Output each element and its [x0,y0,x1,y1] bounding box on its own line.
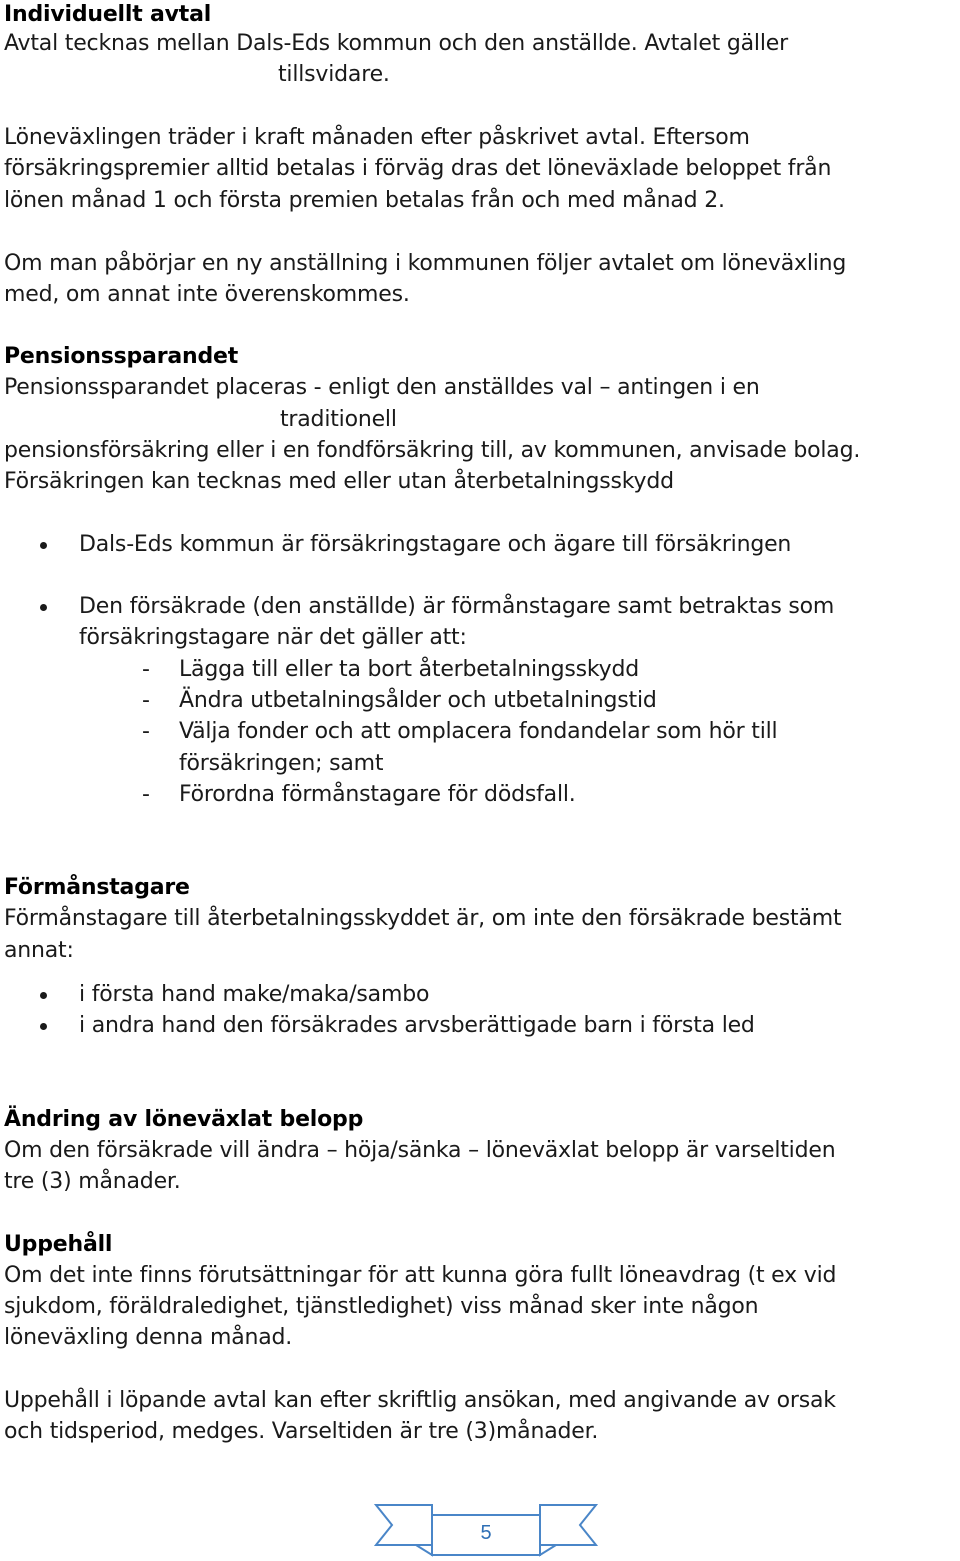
dash-marker: - [142,782,150,807]
dash-item: Välja fonder och att omplacera fondandelar som hör till [179,719,778,744]
dash-marker: - [142,688,150,713]
bullet-item: Dals-Eds kommun är försäkringstagare och ägare till försäkringen [79,532,792,557]
paragraph-line: Om man påbörjar en ny anställning i kommunen följer avtalet om löneväxling [4,251,847,276]
dash-item: Lägga till eller ta bort återbetalningsskydd [179,657,640,682]
paragraph-line: Förmånstagare till återbetalningsskyddet är, om inte den försäkrade bestämt [4,906,842,931]
paragraph-line: Löneväxlingen träder i kraft månaden efter påskrivet avtal. Eftersom [4,125,750,150]
bullet-icon [40,992,47,999]
paragraph-line: annat: [4,938,74,963]
dash-marker: - [142,657,150,682]
heading-uppehall: Uppehåll [4,1232,113,1257]
heading-andring: Ändring av löneväxlat belopp [4,1107,364,1132]
bullet-icon [40,542,47,549]
bullet-item: Den försäkrade (den anställde) är förmånstagare samt betraktas som [79,594,835,619]
paragraph-line: traditionell [280,407,397,432]
dash-item: Förordna förmånstagare för dödsfall. [179,782,576,807]
paragraph-line: Avtal tecknas mellan Dals-Eds kommun och den anställde. Avtalet gäller [4,31,788,56]
paragraph-line: Om det inte finns förutsättningar för att kunna göra fullt löneavdrag (t ex vid [4,1263,837,1288]
heading-individuellt-avtal: Individuellt avtal [4,2,212,27]
paragraph-line: med, om annat inte överenskommes. [4,282,410,307]
dash-item: Ändra utbetalningsålder och utbetalningstid [179,688,657,713]
paragraph-line: tillsvidare. [278,62,390,87]
bullet-icon [40,1023,47,1030]
paragraph-line: lönen månad 1 och första premien betalas från och med månad 2. [4,188,725,213]
page-number: 5 [480,1522,492,1544]
dash-item: försäkringen; samt [179,751,384,776]
bullet-item: försäkringstagare när det gäller att: [79,625,467,650]
paragraph-line: och tidsperiod, medges. Varseltiden är tre (3)månader. [4,1419,599,1444]
paragraph-line: tre (3) månader. [4,1169,181,1194]
heading-pensionssparandet: Pensionssparandet [4,344,239,369]
bullet-icon [40,604,47,611]
paragraph-line: sjukdom, föräldraledighet, tjänstledighet) viss månad sker inte någon [4,1294,759,1319]
paragraph-line: Om den försäkrade vill ändra – höja/sänka – löneväxlat belopp är varseltiden [4,1138,836,1163]
paragraph-line: försäkringspremier alltid betalas i förväg dras det löneväxlade beloppet från [4,156,832,181]
heading-formanstagare: Förmånstagare [4,875,190,900]
paragraph-line: pensionsförsäkring eller i en fondförsäkring till, av kommunen, anvisade bolag. [4,438,861,463]
dash-marker: - [142,719,150,744]
paragraph-line: löneväxling denna månad. [4,1325,293,1350]
paragraph-line: Försäkringen kan tecknas med eller utan återbetalningsskydd [4,469,674,494]
bullet-item: i andra hand den försäkrades arvsberättigade barn i första led [79,1013,755,1038]
paragraph-line: Uppehåll i löpande avtal kan efter skriftlig ansökan, med angivande av orsak [4,1388,836,1413]
paragraph-line: Pensionssparandet placeras - enligt den anställdes val – antingen i en [4,375,760,400]
bullet-item: i första hand make/maka/sambo [79,982,430,1007]
